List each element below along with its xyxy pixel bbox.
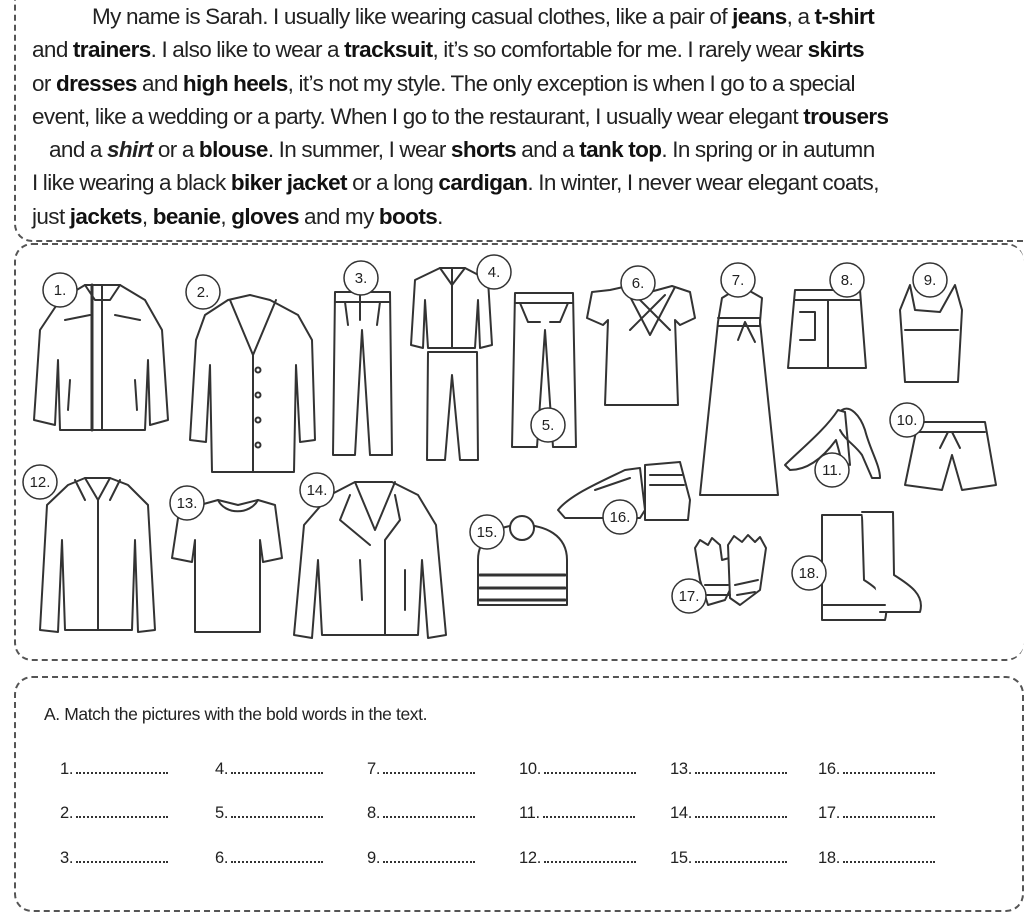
answer-blank[interactable] xyxy=(60,804,168,823)
blank-number: 10. xyxy=(519,760,542,778)
item-number-label: 8. xyxy=(840,272,854,289)
vocabulary-word: blouse xyxy=(198,137,268,163)
answer-line[interactable] xyxy=(695,772,787,774)
blouse-icon xyxy=(587,286,695,405)
blank-number: 2. xyxy=(60,804,74,822)
item-number-label: 11. xyxy=(822,462,842,479)
vocabulary-word: beanie xyxy=(152,203,221,229)
trousers-icon xyxy=(333,292,392,455)
passage-text: , xyxy=(220,203,232,229)
vocabulary-word: boots xyxy=(378,203,438,229)
item-number-label: 15. xyxy=(476,524,498,541)
blank-number: 15. xyxy=(670,849,693,867)
answer-line[interactable] xyxy=(76,816,168,818)
answer-blank[interactable] xyxy=(670,804,787,823)
vocabulary-word: trousers xyxy=(803,103,889,129)
vocabulary-word: jackets xyxy=(69,203,142,229)
vocabulary-word: gloves xyxy=(231,203,299,229)
answer-blank[interactable] xyxy=(670,760,787,779)
answer-line[interactable] xyxy=(843,861,935,863)
item-number-label: 10. xyxy=(896,412,918,429)
answer-blank[interactable] xyxy=(367,804,475,823)
answer-line[interactable] xyxy=(383,816,475,818)
blank-number: 11. xyxy=(519,804,540,822)
vocabulary-word: shorts xyxy=(450,137,517,163)
item-number-label: 1. xyxy=(53,282,67,299)
passage-text: . I also like to wear a xyxy=(150,37,345,63)
answer-line[interactable] xyxy=(76,861,168,863)
answer-blank[interactable] xyxy=(367,760,475,779)
passage-text: . In spring or in autumn xyxy=(661,137,875,163)
blank-number: 12. xyxy=(519,849,542,867)
vocabulary-word: jeans xyxy=(732,4,787,29)
vocabulary-word: dresses xyxy=(55,70,137,96)
passage-text: . xyxy=(437,203,443,229)
answer-line[interactable] xyxy=(231,816,323,818)
item-number-label: 17. xyxy=(678,588,700,605)
blank-number: 1. xyxy=(60,760,74,778)
passage-text: , it’s so comfortable for me. I rarely wear xyxy=(432,37,808,63)
answer-line[interactable] xyxy=(383,772,475,774)
jacket-icon xyxy=(34,285,168,430)
blank-number: 17. xyxy=(818,804,841,822)
cardigan-icon xyxy=(190,295,315,472)
vocabulary-word: tank top xyxy=(579,137,662,163)
answer-line[interactable] xyxy=(843,816,935,818)
answer-line[interactable] xyxy=(843,772,935,774)
answer-line[interactable] xyxy=(383,861,475,863)
blank-number: 14. xyxy=(670,804,693,822)
vocabulary-word: shirt xyxy=(106,137,153,163)
vocabulary-word: t-shirt xyxy=(814,4,875,29)
exercise-instruction: A. Match the pictures with the bold words in the text. xyxy=(44,704,428,724)
passage-text: or xyxy=(32,70,56,96)
answer-line[interactable] xyxy=(231,772,323,774)
blank-number: 8. xyxy=(367,804,381,822)
answer-line[interactable] xyxy=(543,816,635,818)
passage-text: . In winter, I never wear elegant coats, xyxy=(527,170,879,196)
answer-blank[interactable] xyxy=(215,760,323,779)
passage-text: just xyxy=(32,203,70,229)
item-number-label: 4. xyxy=(487,264,501,281)
answer-blank[interactable] xyxy=(519,849,636,868)
vocabulary-word: skirts xyxy=(807,37,865,63)
item-number-label: 3. xyxy=(354,270,368,287)
answer-line[interactable] xyxy=(695,816,787,818)
answer-blank[interactable] xyxy=(60,760,168,779)
vocabulary-word: trainers xyxy=(72,37,151,63)
vocabulary-word: biker jacket xyxy=(230,170,347,196)
answer-line[interactable] xyxy=(544,861,636,863)
blank-number: 9. xyxy=(367,849,381,867)
answer-blank[interactable] xyxy=(519,760,636,779)
blank-number: 4. xyxy=(215,760,229,778)
item-number-label: 6. xyxy=(631,275,645,292)
passage-text: and xyxy=(32,37,73,63)
item-number-label: 16. xyxy=(609,509,631,526)
vocabulary-word: tracksuit xyxy=(344,37,433,63)
blank-number: 13. xyxy=(670,760,693,778)
blank-number: 6. xyxy=(215,849,229,867)
item-number-label: 13. xyxy=(176,495,198,512)
answer-line[interactable] xyxy=(231,861,323,863)
dress-icon xyxy=(700,290,778,495)
blank-number: 18. xyxy=(818,849,841,867)
passage-text: or a long xyxy=(346,170,439,196)
answer-line[interactable] xyxy=(544,772,636,774)
answer-blank[interactable] xyxy=(215,849,323,868)
boots-icon xyxy=(822,512,921,620)
answer-blank[interactable] xyxy=(60,849,168,868)
blank-number: 5. xyxy=(215,804,229,822)
passage-text: , a xyxy=(786,4,815,29)
passage-text: and my xyxy=(298,203,379,229)
answer-line[interactable] xyxy=(695,861,787,863)
tank-top-icon xyxy=(900,285,962,382)
passage-text: and a xyxy=(49,137,107,163)
item-number-label: 2. xyxy=(196,284,210,301)
passage-text: and a xyxy=(516,137,580,163)
shirt-icon xyxy=(40,478,155,632)
vocabulary-word: cardigan xyxy=(438,170,528,196)
answer-blank[interactable] xyxy=(818,849,935,868)
skirt-icon xyxy=(788,290,866,368)
passage-text: , it’s not my style. The only exception is when I go to a special xyxy=(287,70,855,96)
answer-blank[interactable] xyxy=(818,760,935,779)
passage-text: or a xyxy=(152,137,199,163)
answer-blank[interactable] xyxy=(519,804,635,823)
passage-text: . In summer, I wear xyxy=(267,137,451,163)
tracksuit-icon xyxy=(411,268,492,460)
answer-blank[interactable] xyxy=(818,804,935,823)
item-number-label: 14. xyxy=(306,482,328,499)
answer-blank[interactable] xyxy=(215,804,323,823)
item-number-label: 7. xyxy=(731,272,745,289)
passage-text: My name is Sarah. I usually like wearing casual clothes, like a pair of xyxy=(92,4,733,29)
blank-number: 3. xyxy=(60,849,74,867)
passage-text: , xyxy=(141,203,153,229)
item-number-label: 9. xyxy=(923,272,937,289)
answer-blank[interactable] xyxy=(670,849,787,868)
vocabulary-word: high heels xyxy=(182,70,288,96)
blank-number: 7. xyxy=(367,760,381,778)
passage-text: and xyxy=(136,70,183,96)
item-number-label: 12. xyxy=(29,474,51,491)
item-number-label: 5. xyxy=(541,417,555,434)
passage-text: event, like a wedding or a party. When I go to the restaurant, I usually wear elegant xyxy=(32,103,804,129)
answer-blank[interactable] xyxy=(367,849,475,868)
blank-number: 16. xyxy=(818,760,841,778)
item-number-label: 18. xyxy=(798,565,820,582)
answer-line[interactable] xyxy=(76,772,168,774)
passage-text: I like wearing a black xyxy=(32,170,231,196)
